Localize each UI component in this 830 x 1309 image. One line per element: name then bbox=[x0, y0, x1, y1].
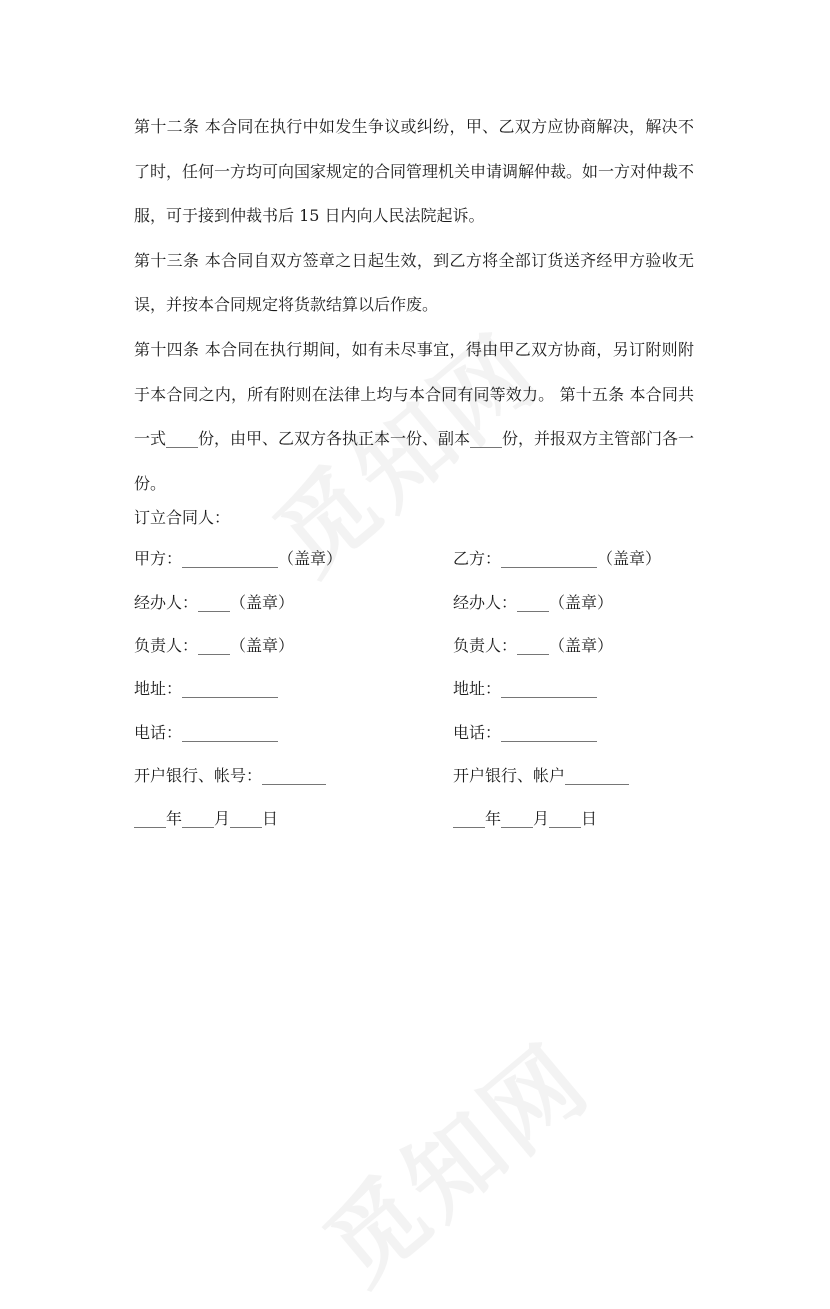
clause-13: 第十三条 本合同自双方签章之日起生效，到乙方将全部订货送齐经甲方验收无误，并按本合同规定将货款结算以后作废。 bbox=[134, 250, 694, 315]
party-row bbox=[134, 547, 714, 571]
agent-row bbox=[134, 591, 714, 615]
address-row bbox=[134, 677, 714, 701]
watermark bbox=[292, 1008, 614, 1309]
party-a-bank-field: 开户银行、帐号：________ bbox=[134, 766, 327, 785]
party-b-principal-field: 负责人：____（盖章） bbox=[453, 636, 614, 655]
phone-row bbox=[134, 721, 714, 745]
party-a-agent-field: 经办人：____（盖章） bbox=[134, 593, 295, 612]
party-b-date-field: ____年____月____日 bbox=[453, 809, 598, 828]
party-a-address-field: 地址：____________ bbox=[134, 679, 279, 698]
principal-row bbox=[134, 634, 714, 658]
party-b-field: 乙方：____________（盖章） bbox=[453, 549, 662, 568]
bank-row bbox=[134, 764, 714, 788]
signing-heading: 订立合同人： bbox=[134, 508, 231, 527]
party-a-date-field: ____年____月____日 bbox=[134, 809, 279, 828]
party-b-agent-field: 经办人：____（盖章） bbox=[453, 593, 614, 612]
clause-14-15: 第十四条 本合同在执行期间，如有未尽事宜，得由甲乙双方协商，另订附则附于本合同之内，所有附则在法律上均与本合同有同等效力。 第十五条 本合同共一式____份，由甲、乙双方各执正本一份、副本____份，并报双方主管部门各一份。 bbox=[134, 339, 695, 493]
date-row bbox=[134, 807, 714, 831]
party-b-bank-field: 开户银行、帐户________ bbox=[453, 766, 630, 785]
signing-heading-row bbox=[134, 506, 714, 530]
party-b-address-field: 地址：____________ bbox=[453, 679, 598, 698]
party-a-field: 甲方：____________（盖章） bbox=[134, 549, 343, 568]
party-b-phone-field: 电话：____________ bbox=[453, 723, 598, 742]
party-a-principal-field: 负责人：____（盖章） bbox=[134, 636, 295, 655]
party-a-phone-field: 电话：____________ bbox=[134, 723, 279, 742]
contract-clauses bbox=[134, 105, 694, 506]
clause-12: 第十二条 本合同在执行中如发生争议或纠纷，甲、乙双方应协商解决，解决不了时，任何一方均可向国家规定的合同管理机关申请调解仲裁。如一方对仲裁不服，可于接到仲裁书后 15 日内向人民法院起诉。 bbox=[134, 117, 695, 226]
